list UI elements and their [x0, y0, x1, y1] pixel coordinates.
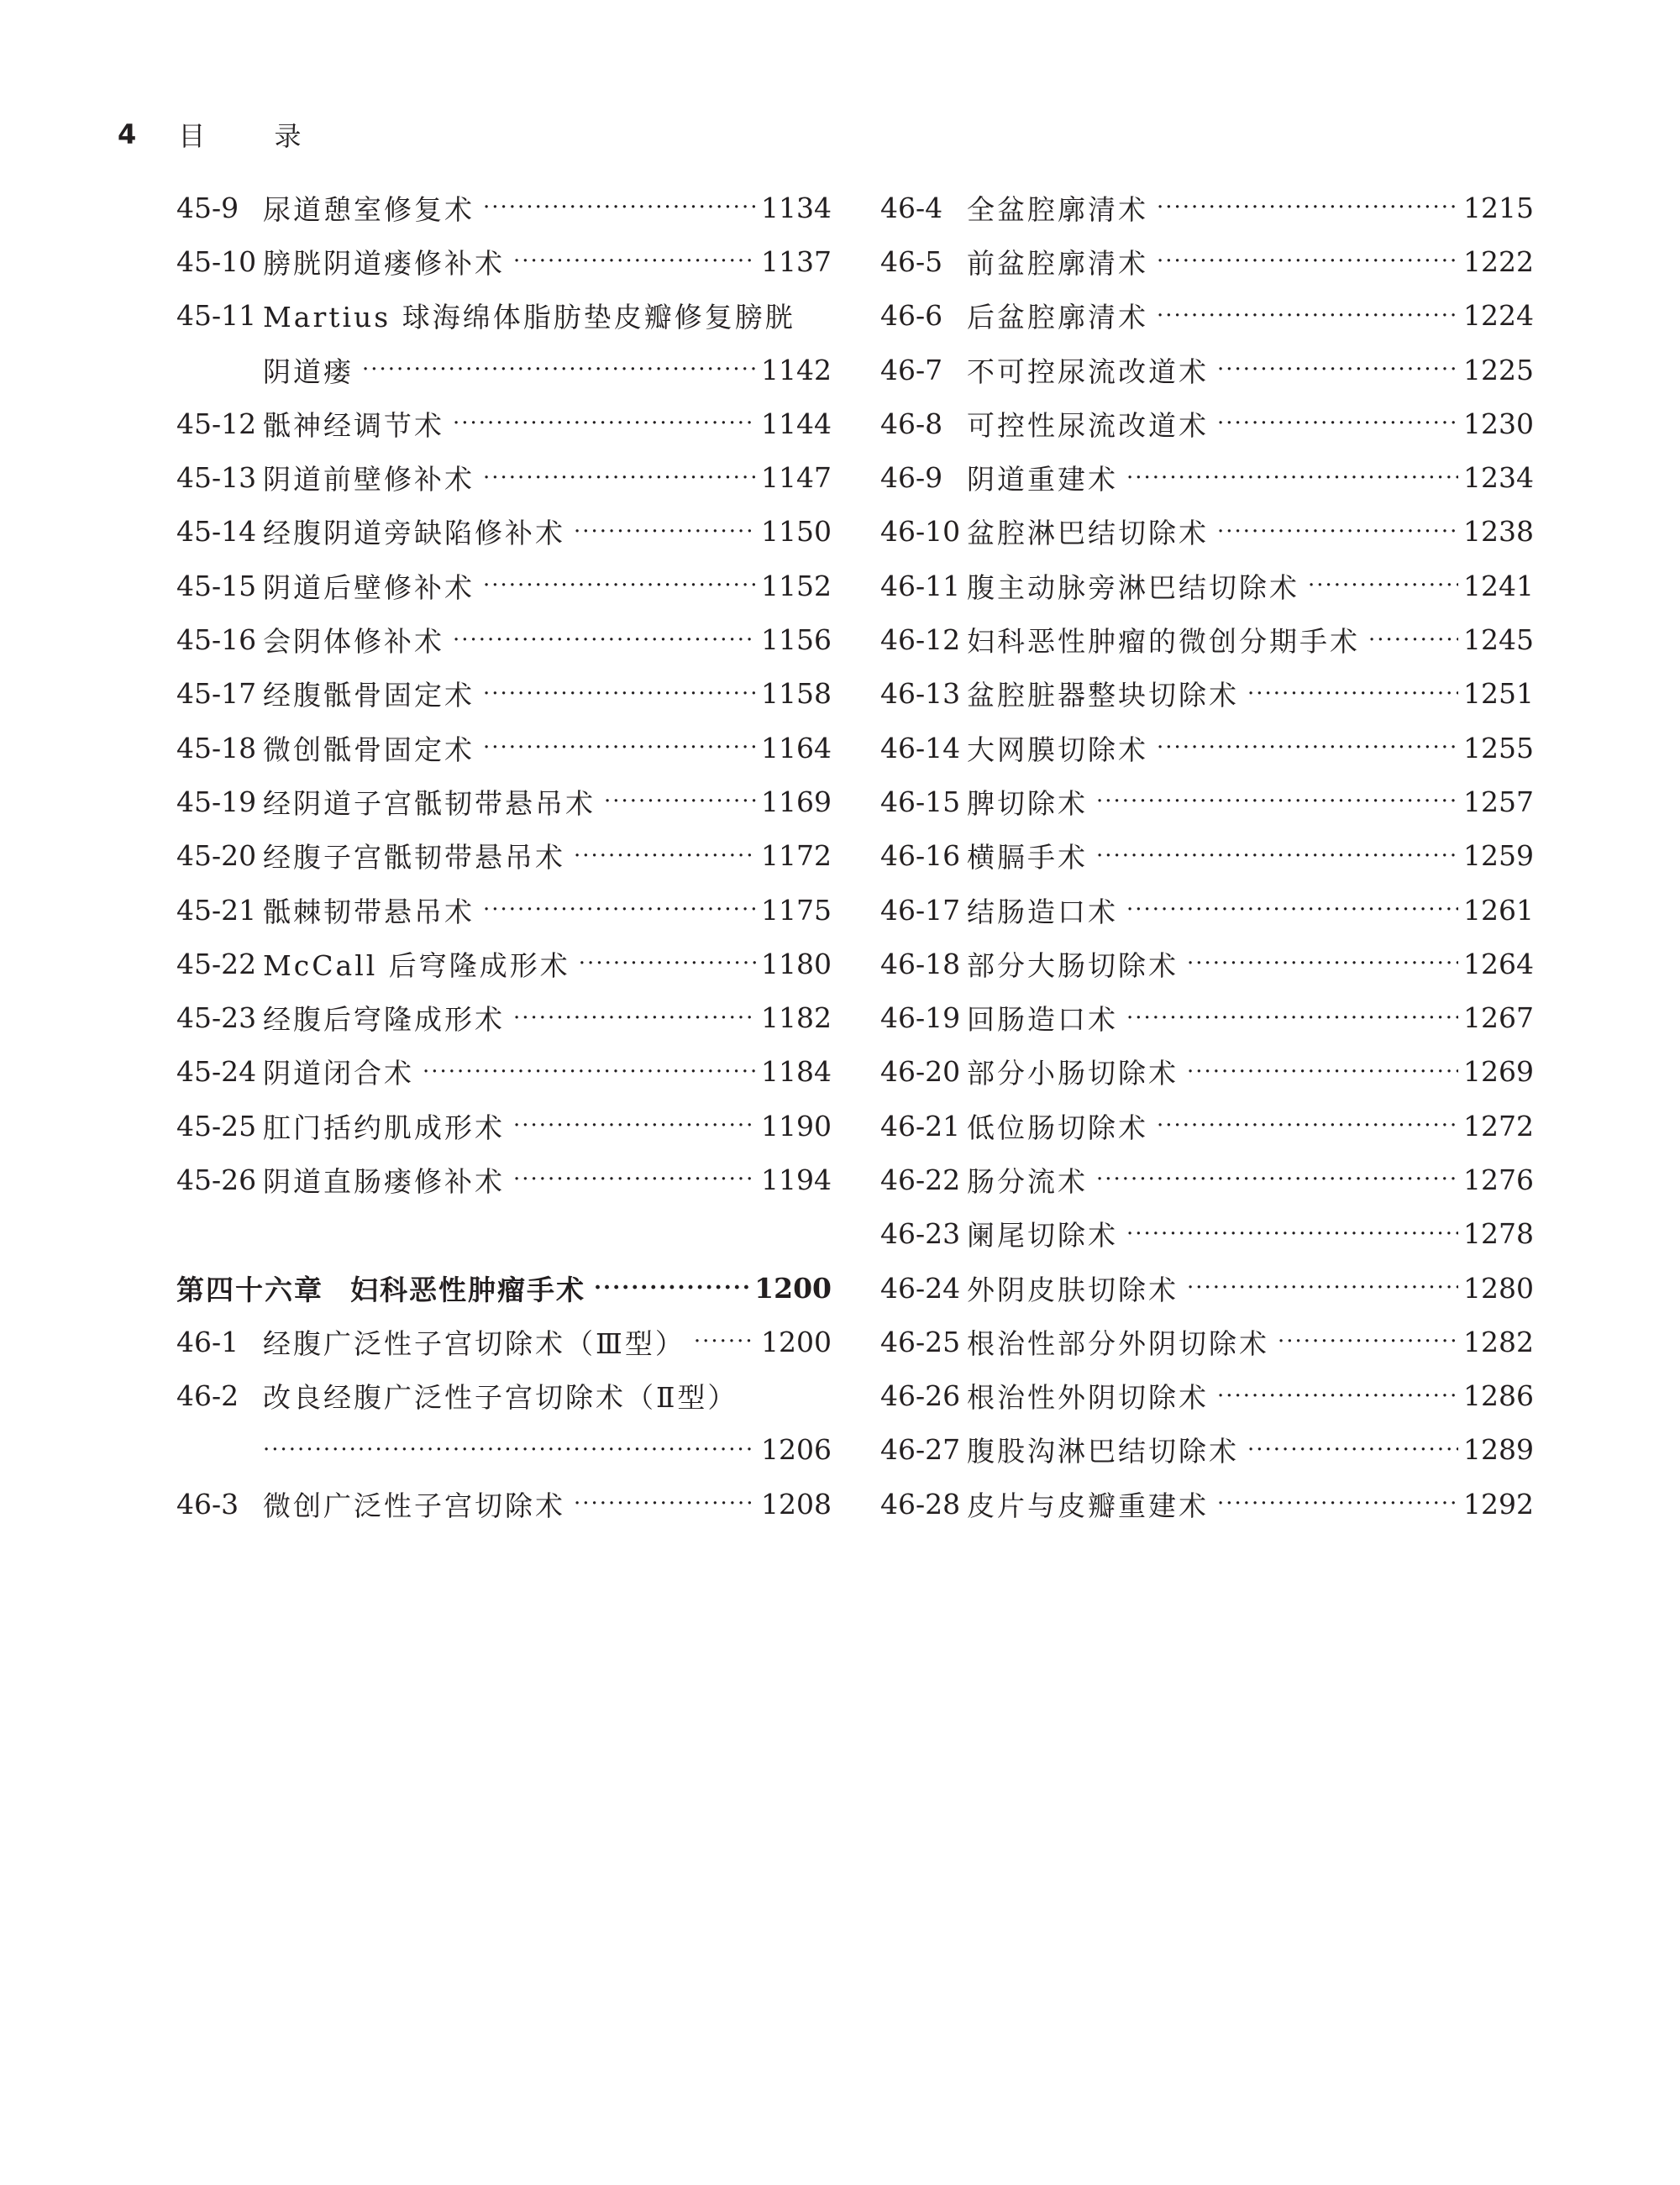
entry-page: 1142: [761, 353, 832, 386]
toc-entry-continuation[interactable]: [176, 1423, 832, 1477]
toc-entry[interactable]: [880, 1423, 1534, 1477]
dot-leader: [513, 1167, 756, 1192]
entry-title: 阴道前壁修补术: [263, 463, 475, 496]
entry-page: 1152: [761, 569, 832, 602]
entry-page: 1134: [761, 191, 832, 224]
entry-title: 根治性部分外阴切除术: [967, 1326, 1269, 1360]
entry-page: 1150: [761, 515, 832, 549]
entry-title: 妇科恶性肿瘤的微创分期手术: [967, 625, 1360, 659]
toc-entry[interactable]: [176, 1153, 832, 1206]
entry-title: 皮片与皮瓣重建术: [967, 1489, 1209, 1522]
dot-leader: [453, 628, 756, 653]
dot-leader: [483, 465, 756, 491]
entry-page: 1144: [761, 407, 832, 440]
dot-leader: [1278, 1329, 1458, 1354]
entry-number: 46-15: [880, 785, 961, 818]
entry-page: 1267: [1463, 1001, 1534, 1035]
section-gap: [176, 1207, 832, 1261]
toc-entry[interactable]: [880, 505, 1534, 559]
entry-title: 结肠造口术: [967, 895, 1118, 928]
entry-title: 低位肠切除术: [967, 1111, 1148, 1144]
dot-leader: [1217, 519, 1458, 544]
entry-page: 1206: [761, 1433, 832, 1467]
dot-leader: [574, 1491, 756, 1516]
entry-number: 46-3: [176, 1487, 239, 1521]
entry-page: 1259: [1463, 839, 1534, 873]
entry-title: 骶棘韧带悬吊术: [263, 895, 475, 928]
dot-leader: [1247, 1437, 1458, 1463]
entry-number: 46-21: [880, 1109, 961, 1142]
entry-title: 盆腔淋巴结切除术: [967, 517, 1209, 550]
toc-entry[interactable]: [176, 397, 832, 450]
entry-number: 45-10: [176, 244, 257, 278]
entry-title: 经腹广泛性子宫切除术（Ⅲ型）: [263, 1326, 685, 1360]
entry-page: 1182: [761, 1001, 832, 1035]
entry-page: 1234: [1463, 461, 1534, 495]
toc-entry[interactable]: [176, 289, 832, 343]
entry-number: 45-21: [176, 893, 257, 927]
toc-entry[interactable]: [176, 1099, 832, 1153]
toc-entry[interactable]: [880, 397, 1534, 450]
toc-entry[interactable]: [880, 1477, 1534, 1531]
entry-number: 45-13: [176, 461, 257, 495]
entry-title: 根治性外阴切除术: [967, 1381, 1209, 1415]
toc-entry[interactable]: [176, 612, 832, 666]
dot-leader: [1308, 573, 1458, 598]
entry-number: 46-28: [880, 1487, 961, 1521]
toc-right-column: [880, 181, 1534, 1531]
entry-title: 阑尾切除术: [967, 1219, 1118, 1253]
dot-leader: [1096, 789, 1458, 814]
toc-entry[interactable]: [880, 721, 1534, 775]
entry-number: 46-27: [880, 1433, 961, 1467]
dot-leader: [483, 735, 756, 760]
toc-entry[interactable]: [176, 1315, 832, 1368]
entry-number: 45-16: [176, 623, 257, 657]
dot-leader: [483, 573, 756, 598]
entry-page: 1180: [761, 947, 832, 980]
entry-title: 全盆腔廓清术: [967, 192, 1148, 226]
toc-entry[interactable]: [880, 559, 1534, 612]
entry-page: 1190: [761, 1109, 832, 1142]
entry-number: 46-2: [176, 1379, 239, 1413]
chapter-label: 第四十六章: [176, 1273, 323, 1306]
entry-title: McCall 后穹隆成形术: [263, 948, 570, 982]
dot-leader: [423, 1059, 756, 1085]
entry-title: 微创广泛性子宫切除术: [263, 1489, 565, 1522]
dot-leader: [1096, 1167, 1458, 1192]
entry-page: 1230: [1463, 407, 1534, 440]
entry-number: 45-20: [176, 839, 257, 873]
entry-page: 1282: [1463, 1325, 1534, 1358]
entry-title: 横膈手术: [967, 841, 1088, 875]
entry-number: 45-19: [176, 785, 257, 818]
entry-number: 46-13: [880, 677, 961, 711]
dot-leader: [1157, 1113, 1458, 1138]
entry-title: 后盆腔廓清术: [967, 301, 1148, 334]
toc-entry[interactable]: [176, 667, 832, 721]
entry-number: 46-17: [880, 893, 961, 927]
entry-title: 经腹后穹隆成形术: [263, 1003, 505, 1037]
entry-title: 会阴体修补术: [263, 625, 444, 659]
entry-title: 改良经腹广泛性子宫切除术（Ⅱ型）: [263, 1381, 738, 1415]
entry-title: 阴道瘘: [263, 355, 354, 388]
entry-number: 45-15: [176, 569, 257, 602]
toc-entry[interactable]: [880, 234, 1534, 288]
entry-number: 46-20: [880, 1055, 961, 1089]
entry-page: 1215: [1463, 191, 1534, 224]
entry-title: 阴道直肠瘘修补术: [263, 1164, 505, 1198]
toc-entry[interactable]: [176, 990, 832, 1044]
dot-leader: [594, 1275, 749, 1300]
entry-title: 腹主动脉旁淋巴结切除术: [967, 570, 1299, 604]
dot-leader: [1126, 465, 1458, 491]
entry-page: 1172: [761, 839, 832, 873]
entry-number: 45-24: [176, 1055, 257, 1089]
toc-entry[interactable]: [176, 450, 832, 504]
entry-number: 46-9: [880, 461, 943, 495]
dot-leader: [579, 951, 756, 976]
entry-title: 经腹子宫骶韧带悬吊术: [263, 841, 565, 875]
entry-page: 1278: [1463, 1217, 1534, 1251]
entry-page: 1251: [1463, 677, 1534, 711]
entry-page: 1137: [761, 244, 832, 278]
entry-page: 1175: [761, 893, 832, 927]
toc-entry[interactable]: [176, 181, 832, 234]
entry-title: 骶神经调节术: [263, 408, 444, 442]
toc-entry[interactable]: [880, 667, 1534, 721]
entry-title: 经腹骶骨固定术: [263, 679, 475, 712]
dot-leader: [483, 681, 756, 706]
entry-number: 46-22: [880, 1163, 961, 1196]
entry-page: 1261: [1463, 893, 1534, 927]
entry-number: 46-1: [176, 1325, 239, 1358]
entry-title: 经腹阴道旁缺陷修补术: [263, 517, 565, 550]
entry-page: 1225: [1463, 353, 1534, 386]
entry-number: 46-6: [880, 299, 943, 333]
dot-leader: [1217, 1384, 1458, 1409]
dot-leader: [1217, 1491, 1458, 1516]
entry-page: 1156: [761, 623, 832, 657]
entry-number: 46-10: [880, 515, 961, 549]
entry-number: 46-11: [880, 569, 961, 602]
entry-page: 1194: [761, 1163, 832, 1196]
entry-page: 1184: [761, 1055, 832, 1089]
entry-page: 1158: [761, 677, 832, 711]
dot-leader: [604, 789, 756, 814]
toc-entry[interactable]: [176, 559, 832, 612]
dot-leader: [1126, 1006, 1458, 1031]
dot-leader: [1157, 249, 1458, 274]
entry-page: 1269: [1463, 1055, 1534, 1089]
dot-leader: [362, 357, 756, 382]
toc-entry[interactable]: [176, 829, 832, 883]
entry-number: 46-4: [880, 191, 943, 224]
entry-page: 1241: [1463, 569, 1534, 602]
entry-title: 膀胱阴道瘘修补术: [263, 246, 505, 280]
entry-page: 1238: [1463, 515, 1534, 549]
dot-leader: [1187, 951, 1458, 976]
entry-number: 46-5: [880, 244, 943, 278]
entry-page: 1255: [1463, 731, 1534, 764]
entry-number: 46-18: [880, 947, 961, 980]
toc-entry[interactable]: [880, 990, 1534, 1044]
toc-entry[interactable]: [176, 775, 832, 828]
dot-leader: [513, 1113, 756, 1138]
entry-number: 46-7: [880, 353, 943, 386]
entry-number: 46-26: [880, 1379, 961, 1413]
entry-title: 微创骶骨固定术: [263, 733, 475, 766]
entry-number: 45-11: [176, 299, 257, 333]
toc-entry[interactable]: [880, 343, 1534, 397]
dot-leader: [1126, 897, 1458, 922]
toc-entry[interactable]: [880, 450, 1534, 504]
entry-title: 阴道闭合术: [263, 1057, 414, 1090]
entry-number: 45-22: [176, 947, 257, 980]
entry-title: 肛门括约肌成形术: [263, 1111, 505, 1144]
entry-number: 45-9: [176, 191, 239, 224]
entry-number: 46-23: [880, 1217, 961, 1251]
toc-entry[interactable]: [880, 1369, 1534, 1423]
dot-leader: [483, 897, 756, 922]
entry-number: 45-14: [176, 515, 257, 549]
toc-entry[interactable]: [176, 234, 832, 288]
entry-page: 1169: [761, 785, 832, 818]
entry-number: 45-18: [176, 731, 257, 764]
entry-number: 46-16: [880, 839, 961, 873]
entry-number: 46-8: [880, 407, 943, 440]
dot-leader: [1187, 1275, 1458, 1300]
dot-leader: [1187, 1059, 1458, 1085]
entry-title: 脾切除术: [967, 786, 1088, 820]
entry-number: 45-25: [176, 1109, 257, 1142]
entry-title: 部分小肠切除术: [967, 1057, 1179, 1090]
toc-entry[interactable]: [176, 1369, 832, 1423]
toc-entry[interactable]: [880, 937, 1534, 990]
dot-leader: [1157, 195, 1458, 220]
entry-page: 1292: [1463, 1487, 1534, 1521]
entry-title: 尿道憩室修复术: [263, 192, 475, 226]
entry-number: 45-23: [176, 1001, 257, 1035]
dot-leader: [1368, 628, 1458, 653]
entry-title: 盆腔脏器整块切除术: [967, 679, 1239, 712]
entry-title: 经阴道子宫骶韧带悬吊术: [263, 786, 596, 820]
dot-leader: [1096, 843, 1458, 869]
dot-leader: [1157, 735, 1458, 760]
chapter-title: 妇科恶性肿瘤手术: [350, 1273, 585, 1306]
chapter-heading[interactable]: [176, 1261, 832, 1315]
entry-number: 45-17: [176, 677, 257, 711]
toc-entry[interactable]: [176, 1477, 832, 1531]
toc-entry[interactable]: [176, 883, 832, 937]
entry-page: 1164: [761, 731, 832, 764]
entry-title: 肠分流术: [967, 1164, 1088, 1198]
toc-entry[interactable]: [176, 721, 832, 775]
toc-entry[interactable]: [880, 1153, 1534, 1206]
dot-leader: [1126, 1221, 1458, 1247]
dot-leader: [263, 1437, 756, 1463]
dot-leader: [1217, 411, 1458, 436]
entry-title: 不可控尿流改道术: [967, 355, 1209, 388]
entry-number: 46-14: [880, 731, 961, 764]
toc-entry[interactable]: [880, 612, 1534, 666]
dot-leader: [513, 1006, 756, 1031]
toc-entry[interactable]: [176, 505, 832, 559]
toc-entry[interactable]: [880, 1261, 1534, 1315]
entry-title: 可控性尿流改道术: [967, 408, 1209, 442]
entry-page: 1200: [761, 1325, 832, 1358]
entry-title: 大网膜切除术: [967, 733, 1148, 766]
toc-entry[interactable]: [176, 937, 832, 990]
entry-number: 46-19: [880, 1001, 961, 1035]
toc-entry[interactable]: [880, 1099, 1534, 1153]
entry-number: 46-12: [880, 623, 961, 657]
chapter-page: 1200: [754, 1271, 832, 1305]
entry-number: 45-26: [176, 1163, 257, 1196]
entry-title: 阴道重建术: [967, 463, 1118, 496]
entry-page: 1276: [1463, 1163, 1534, 1196]
entry-title: 阴道后壁修补术: [263, 570, 475, 604]
entry-page: 1147: [761, 461, 832, 495]
entry-number: 46-25: [880, 1325, 961, 1358]
dot-leader: [1217, 357, 1458, 382]
dot-leader: [574, 843, 756, 869]
entry-title: 回肠造口术: [967, 1003, 1118, 1037]
entry-title: 外阴皮肤切除术: [967, 1273, 1179, 1306]
toc-entry[interactable]: [880, 1045, 1534, 1099]
toc-entry[interactable]: [880, 1315, 1534, 1368]
dot-leader: [694, 1329, 756, 1354]
entry-page: 1257: [1463, 785, 1534, 818]
entry-page: 1272: [1463, 1109, 1534, 1142]
toc-entry[interactable]: [880, 775, 1534, 828]
toc-entry[interactable]: [176, 1045, 832, 1099]
page-number: 4: [118, 118, 137, 150]
entry-title: 部分大肠切除术: [967, 948, 1179, 982]
entry-page: 1286: [1463, 1379, 1534, 1413]
entry-number: 45-12: [176, 407, 257, 440]
toc-entry[interactable]: [880, 289, 1534, 343]
running-title: 目 录: [178, 120, 332, 152]
toc-entry[interactable]: [880, 829, 1534, 883]
toc-entry-continuation[interactable]: [176, 343, 832, 397]
entry-title: 腹股沟淋巴结切除术: [967, 1435, 1239, 1468]
dot-leader: [483, 195, 756, 220]
dot-leader: [1247, 681, 1458, 706]
toc-entry[interactable]: [880, 1207, 1534, 1261]
dot-leader: [453, 411, 756, 436]
dot-leader: [513, 249, 756, 274]
toc-entry[interactable]: [880, 181, 1534, 234]
entry-page: 1264: [1463, 947, 1534, 980]
entry-number: 46-24: [880, 1271, 961, 1305]
entry-page: 1280: [1463, 1271, 1534, 1305]
entry-title: Martius 球海绵体脂肪垫皮瓣修复膀胱: [263, 301, 795, 334]
entry-page: 1222: [1463, 244, 1534, 278]
entry-page: 1224: [1463, 299, 1534, 333]
entry-page: 1208: [761, 1487, 832, 1521]
page-header: [118, 109, 331, 160]
dot-leader: [1157, 303, 1458, 328]
toc-left-column: [176, 181, 832, 1531]
toc-entry[interactable]: [880, 883, 1534, 937]
dot-leader: [574, 519, 756, 544]
entry-title: 前盆腔廓清术: [967, 246, 1148, 280]
entry-page: 1245: [1463, 623, 1534, 657]
entry-page: 1289: [1463, 1433, 1534, 1467]
